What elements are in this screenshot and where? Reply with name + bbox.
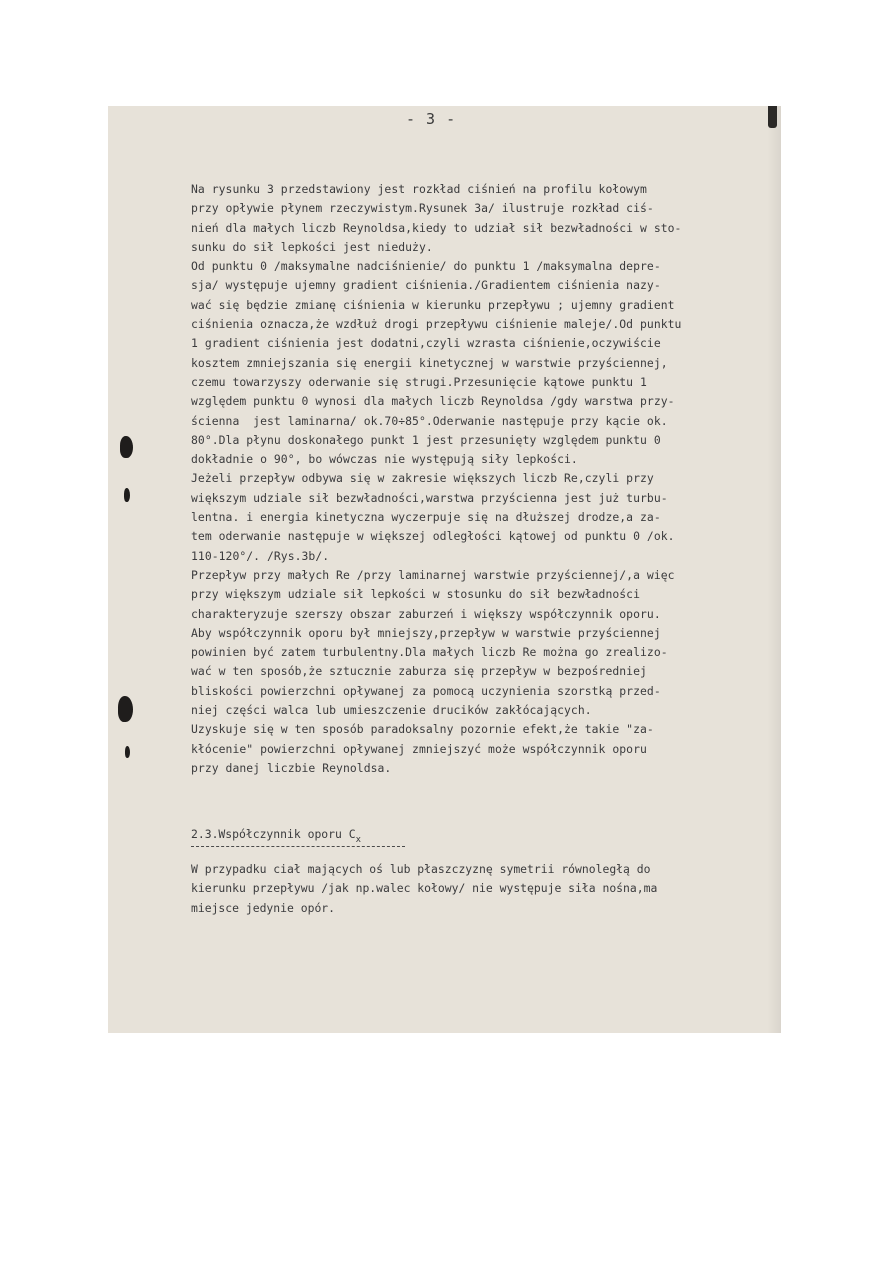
body-text-line: Od punktu 0 /maksymalne nadciśnienie/ do punktu 1 /maksymalna depre- [191,259,661,274]
body-text-line: ścienna jest laminarna/ ok.70÷85°.Oderwanie następuje przy kącie ok. [191,413,668,428]
body-text-line: Aby współczynnik oporu był mniejszy,przepływ w warstwie przyściennej [191,625,661,640]
section-heading-subscript: x [355,835,362,845]
body-text-line: Jeżeli przepływ odbywa się w zakresie większych liczb Re,czyli przy [191,471,654,486]
body-text-line: Na rysunku 3 przedstawiony jest rozkład ciśnień na profilu kołowym [191,182,647,196]
body-text-line: przy danej liczbie Reynoldsa. [191,760,392,775]
body-text-line: względem punktu 0 wynosi dla małych liczb Reynoldsa /gdy warstwa przy- [191,394,675,409]
body-text-line: wać się będzie zmianę ciśnienia w kierunku przepływu ; ujemny gradient [191,297,675,312]
body-text-line: czemu towarzyszy oderwanie się strugi.Przesunięcie kątowe punktu 1 [191,374,647,389]
binding-hole-top [120,436,133,458]
body-text-line: lentna. i energia kinetyczna wyczerpuje się na dłuższej drodze,a za- [191,510,661,525]
body-text-line: charakteryzuje szerszy obszar zaburzeń i większy współczynnik oporu. [191,606,661,621]
body-text-line: sunku do sił lepkości jest nieduży. [191,239,433,254]
scanned-page [108,106,781,1033]
body-text-line: sja/ występuje ujemny gradient ciśnienia./Gradientem ciśnienia nazy- [191,278,661,293]
section-heading [191,827,362,845]
corner-mark [768,106,777,128]
body-text-line: 1 gradient ciśnienia jest dodatni,czyli wzrasta ciśnienie,oczywiście [191,336,661,351]
body-text-line: bliskości powierzchni opływanej za pomocą uczynienia szorstką przed- [191,683,661,698]
body-text-line: tem oderwanie następuje w większej odległości kątowej od punktu 0 /ok. [191,529,675,544]
section-heading-text: 2.3.Współczynnik oporu C [191,827,356,841]
body-text-line: powinien być zatem turbulentny.Dla małych liczb Re można go zrealizo- [191,645,668,660]
body-text-line: przy opływie płynem rzeczywistym.Rysunek 3a/ ilustruje rozkład ciś- [191,201,654,216]
body-text-line: nień dla małych liczb Reynoldsa,kiedy to udział sił bezwładności w sto- [191,220,682,235]
binding-hole-bottom [118,696,133,722]
body-text-line: kosztem zmniejszania się energii kinetycznej w warstwie przyściennej, [191,355,668,370]
section-underline [191,846,405,847]
body-text-line: 80°.Dla płynu doskonałego punkt 1 jest przesunięty względem punktu 0 [191,432,661,447]
page-number: - 3 - [406,110,457,128]
body-paragraphs [191,180,771,778]
body-text-line: dokładnie o 90°, bo wówczas nie występują siły lepkości. [191,452,578,467]
body-text-line: wać w ten sposób,że sztucznie zaburza się przepływ w bezpośredniej [191,664,647,679]
body-text-line: Przepływ przy małych Re /przy laminarnej warstwie przyściennej/,a więc [191,567,675,582]
body-text-line: większym udziale sił bezwładności,warstwa przyścienna jest już turbu- [191,490,668,505]
body-text-line: Uzyskuje się w ten sposób paradoksalny pozornie efekt,że takie "za- [191,722,654,737]
section-paragraph [191,860,771,918]
section-text-line: W przypadku ciał mających oś lub płaszczyznę symetrii równoległą do [191,862,651,876]
body-text-line: ciśnienia oznacza,że wzdłuż drogi przepływu ciśnienie maleje/.Od punktu [191,317,682,332]
section-text-line: kierunku przepływu /jak np.walec kołowy/ nie występuje siła nośna,ma [191,881,658,896]
body-text-line: przy większym udziale sił lepkości w stosunku do sił bezwładności [191,587,641,602]
section-text-line: miejsce jedynie opór. [191,900,336,915]
body-text-line: kłócenie" powierzchni opływanej zmniejszyć może współczynnik oporu [191,741,647,756]
binding-hole-small-bottom [125,746,130,758]
binding-hole-small-top [124,488,130,502]
body-text-line: niej części walca lub umieszczenie drucików zakłócających. [191,703,592,718]
body-text-line: 110-120°/. /Rys.3b/. [191,548,330,563]
